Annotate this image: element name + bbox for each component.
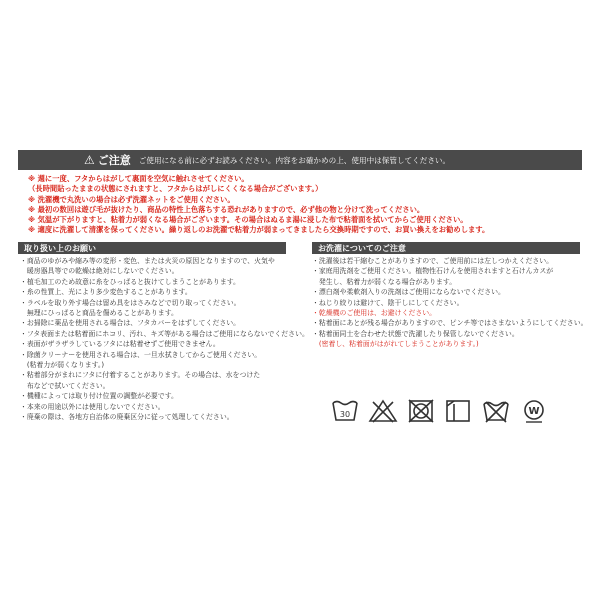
wash-30-icon	[331, 398, 359, 424]
handling-title: 取り扱い上のお願い	[24, 243, 96, 253]
warning-line: ※ 最初の数回は遊び毛が抜けたり、商品の特性上色落ちする恐れがありますので、必ず他の物と分けて洗ってください。	[28, 204, 425, 214]
list-item: 布などで拭いてください。	[20, 381, 110, 390]
washing-title: お洗濯についてのご注意	[318, 243, 406, 253]
list-item: ・漂白剤や柔軟剤入りの洗剤はご使用にならないでください。	[312, 288, 505, 297]
washing-list	[312, 256, 588, 350]
list-item: ・除菌クリーナーを使用される場合は、一旦水拭きしてからご使用ください。	[20, 350, 262, 359]
list-item: 無理にひっぱると商品を傷めることがあります。	[20, 309, 178, 318]
care-symbols	[331, 398, 548, 424]
list-item: ・植毛加工のため故意に糸をひっぱると抜けてしまうことがあります。	[20, 277, 240, 286]
notice-title: ご注意	[97, 154, 131, 167]
no-tumble-dry-icon	[407, 398, 435, 424]
warning-line: ※ 週に一度、フタからはがして裏面を空気に触れさせてください。	[28, 174, 249, 183]
care-label-sheet	[18, 150, 588, 450]
list-item: ・糸の性質上、光により多少変色することがあります。	[20, 288, 192, 297]
warning-list	[28, 174, 580, 236]
list-item: ・洗濯後は若干縮むことがありますので、ご使用前には左しつかえください。	[312, 257, 554, 265]
list-item-red: ・乾燥機のご使用は、お避けください。	[312, 309, 437, 318]
handling-list	[20, 256, 309, 423]
list-item: ・廃棄の際は、各地方自治体の廃棄区分に従って処理してください。	[20, 413, 234, 422]
wet-clean-letter: W	[528, 406, 540, 417]
list-item: ・粘着面にあとが残る場合がありますので、ピンチ等ではさまないようにしてください。	[312, 319, 588, 328]
list-item: ・家庭用洗剤をご使用ください。植物性石けんを使用されますと石けんカスが	[312, 267, 554, 276]
wet-clean-w-icon	[520, 398, 548, 424]
washing-heading	[312, 242, 580, 254]
list-item: 発生し、粘着力が弱くなる場合があります。	[312, 277, 457, 286]
list-item: (粘着力が弱くなります。)	[20, 361, 105, 370]
wash-temp-label: 30	[339, 410, 351, 419]
list-item: ・粘着面同士を合わせた状態で洗濯したり保管しないでください。	[312, 329, 519, 338]
warning-line: ※ 洗濯機で丸洗いの場合は必ず洗濯ネットをご使用ください。	[28, 194, 235, 204]
warning-line: ※ 適度に洗濯して清潔を保ってください。繰り返しのお洗濯で粘着力が弱まってきましたら交換時期ですので、お買い換えをお勧めします。	[28, 225, 490, 235]
list-item: ・本来の用途以外には使用しないでください。	[20, 402, 165, 411]
list-item: 暖房器具等での乾燥は絶対にしないでください。	[20, 267, 179, 276]
list-item: ・粘着部分がまれにフタに付着することがあります。その場合は、水をつけた	[20, 371, 261, 380]
warning-line: （長時間貼ったままの状態にされますと、フタからはがしにくくなる場合がございます。）	[28, 184, 323, 194]
warning-triangle-icon: ⚠	[84, 153, 95, 167]
no-bleach-icon	[368, 398, 398, 424]
list-item: ・お掃除に薬品を使用される場合は、フタカバーをはずしてください。	[20, 319, 241, 328]
no-dry-clean-icon	[481, 398, 511, 424]
list-item: ・機種によっては取り付け位置の調整が必要です。	[20, 392, 178, 401]
list-item-red: (密着し、粘着面がはがれてしまうことがあります。)	[312, 340, 479, 349]
list-item: ・商品のゆがみや縮み等の変形・変色、または火災の原因となりますので、火気や	[20, 257, 275, 265]
line-dry-shade-icon	[444, 398, 472, 424]
list-item: ・フタ表面または粘着面にホコリ、汚れ、キズ等がある場合はご使用にならないでください。	[20, 329, 309, 338]
list-item: ・表面がザラザラしているフタには粘着せずご使用できません。	[20, 340, 220, 349]
notice-header	[18, 150, 582, 170]
list-item: ・ねじり絞りは避けて、陰干しにしてください。	[312, 298, 464, 307]
warning-line: ※ 気温が下がりますと、粘着力が弱くなる場合がございます。その場合はぬるま湯に浸した布で粘着面を拭いてからご使用ください。	[28, 215, 468, 225]
list-item: ・ラベルを取り外す場合は留め具をはさみなどで切り取ってください。	[20, 298, 241, 307]
notice-subtitle: ご使用になる前に必ずお読みください。内容をお確かめの上、使用中は保管してください。	[138, 155, 451, 165]
handling-heading	[18, 242, 286, 254]
